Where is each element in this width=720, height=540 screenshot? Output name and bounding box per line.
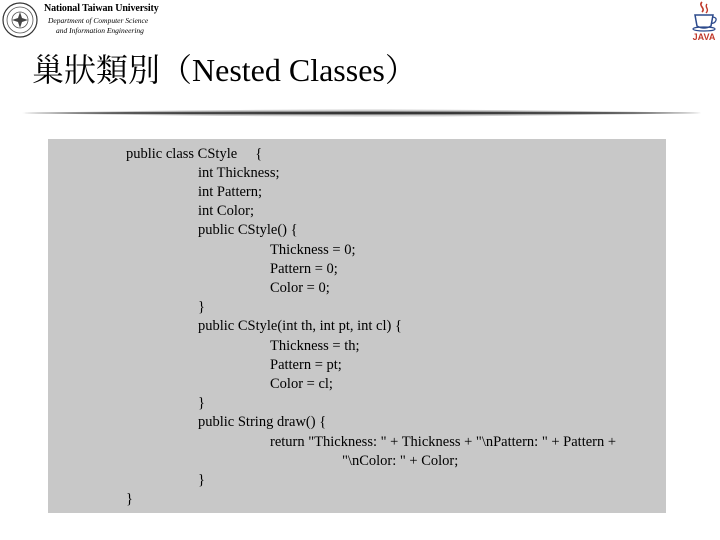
code-line: public String draw() { [198,414,327,430]
code-block [48,139,666,513]
code-line: public CStyle() { [198,222,298,238]
code-line: "\nColor: " + Color; [342,453,459,469]
title-underline [22,106,702,120]
code-line: public class CStyle { [126,146,263,162]
code-line: int Pattern; [198,184,263,200]
code-line: } [126,491,133,507]
code-line: Color = cl; [270,376,333,392]
department-line-1: Department of Computer Science [48,16,149,25]
code-line: public CStyle(int th, int pt, int cl) { [198,318,402,334]
java-logo [688,0,720,42]
code-line: return "Thickness: " + Thickness + "\nPattern: " + Pattern + [270,434,617,450]
code-line: } [198,472,205,488]
code-line: } [198,395,205,411]
code-line: } [198,299,205,315]
svg-text:JAVA: JAVA [692,32,716,42]
code-line: Pattern = 0; [270,261,338,277]
code-line: Thickness = 0; [270,242,356,258]
code-line: Pattern = pt; [270,357,342,373]
university-name: National Taiwan University [44,3,159,14]
code-line: int Thickness; [198,165,280,181]
university-seal-logo [2,2,38,38]
code-line: Thickness = th; [270,338,360,354]
department-line-2: and Information Engineering [56,26,144,35]
slide-title: 巢狀類別（Nested Classes） [32,52,417,88]
code-line: Color = 0; [270,280,330,296]
code-line: int Color; [198,203,254,219]
